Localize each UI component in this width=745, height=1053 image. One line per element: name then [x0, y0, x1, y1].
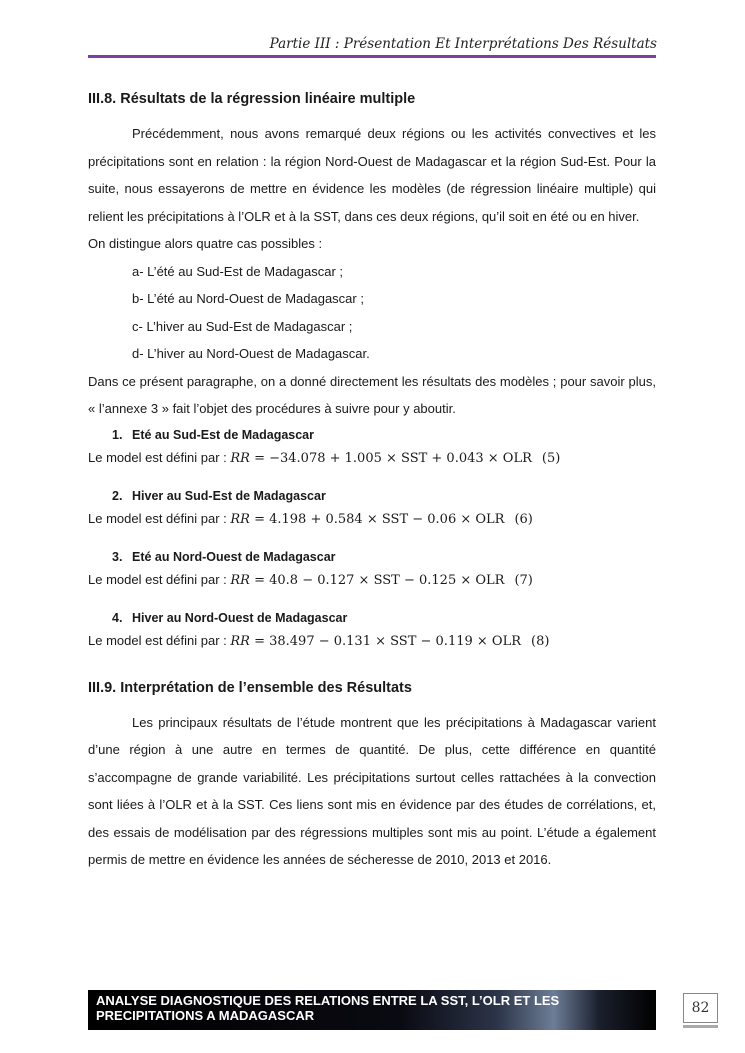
- equation-lhs: RR: [230, 511, 250, 527]
- case-item: a- L’été au Sud-Est de Madagascar ;: [132, 263, 344, 279]
- model-equation-line: [88, 445, 656, 472]
- footer-line-1: ANALYSE DIAGNOSTIQUE DES RELATIONS ENTRE LA SST, L’OLR ET LES: [96, 993, 560, 1008]
- model-equation-line: [88, 567, 656, 594]
- section-heading-3-9: III.9. Interprétation de l’ensemble des Résultats: [88, 679, 412, 696]
- model-heading: [88, 547, 656, 567]
- equation-rhs: = −34.078 + 1.005 × SST + 0.043 × OLR: [249, 450, 532, 466]
- case-item: b- L’été au Nord-Ouest de Madagascar ;: [132, 291, 364, 306]
- model-heading: [88, 425, 656, 445]
- model-block: [88, 486, 656, 533]
- equation-lhs: RR: [230, 633, 250, 649]
- cases-intro: On distingue alors quatre cas possibles :: [88, 236, 323, 251]
- annex-note: Dans ce présent paragraphe, on a donné directement les résultats des modèles ; pour savoir plus, « l’annexe 3 » fait l’objet des procédures à suivre pour y aboutir.: [88, 373, 656, 416]
- header-rule: [88, 55, 656, 58]
- equation: [230, 634, 521, 649]
- model-block: [88, 425, 656, 472]
- equation-rhs: = 4.198 + 0.584 × SST − 0.06 × OLR: [249, 511, 505, 527]
- footer-line-2: PRECIPITATIONS A MADAGASCAR: [96, 1008, 315, 1023]
- model-title: Eté au Sud-Est de Madagascar: [132, 427, 315, 442]
- model-block: [88, 608, 656, 655]
- model-number: 1.: [112, 427, 123, 442]
- page-body: [88, 86, 656, 874]
- interpretation-paragraph: Les principaux résultats de l’étude montrent que les précipitations à Madagascar varient d’une région à une autre en termes de quantité. De plus, cette différence en quantité s’accompagne de grande variabilité. Les précipitations surtout celles rattachées à la convection sont liées à l’OLR et à la SST. Ces liens sont mis en évidence par des études de corrélations, et, des essais de modélisation par des régressions multiples sont mis au point. L’étude a également permis de mettre en évidence les années de sécheresse de 2010, 2013 et 2016.: [88, 714, 656, 867]
- equation: [230, 451, 532, 466]
- intro-paragraph: Précédemment, nous avons remarqué deux régions ou les activités convectives et les précipitations sont en relation : la région Nord-Ouest de Madagascar et la région Sud-Est. Pour la suite, nous essayerons de mettre en évidence les modèles (de régression linéaire multiple) qui relient les précipitations à l’OLR et à la SST, dans ces deux régions, qu’il soit en été ou en hiver.: [88, 126, 656, 224]
- model-number: 4.: [112, 610, 123, 625]
- equation-lhs: RR: [230, 572, 250, 588]
- model-label: Le model est défini par :: [88, 510, 227, 526]
- model-title: Hiver au Sud-Est de Madagascar: [132, 488, 326, 503]
- page-number: 82: [683, 993, 718, 1023]
- model-title: Hiver au Nord-Ouest de Madagascar: [132, 610, 348, 625]
- model-equation-line: [88, 506, 656, 533]
- equation-number: (6): [514, 511, 533, 527]
- equation: [230, 512, 504, 527]
- model-label: Le model est défini par :: [88, 632, 227, 648]
- model-title: Eté au Nord-Ouest de Madagascar: [132, 549, 336, 564]
- equation: [230, 573, 504, 588]
- running-header: Partie III : Présentation Et Interprétations Des Résultats: [269, 36, 657, 52]
- model-label: Le model est défini par :: [88, 571, 227, 587]
- model-heading: [88, 486, 656, 506]
- model-number: 3.: [112, 549, 123, 564]
- footer-banner: [88, 990, 656, 1030]
- model-label: Le model est défini par :: [88, 449, 227, 465]
- section-heading-3-8: III.8. Résultats de la régression linéaire multiple: [88, 91, 416, 107]
- model-equation-line: [88, 628, 656, 655]
- model-block: [88, 547, 656, 594]
- case-item: c- L’hiver au Sud-Est de Madagascar ;: [132, 318, 353, 334]
- model-heading: [88, 608, 656, 628]
- equation-number: (8): [531, 633, 550, 649]
- model-number: 2.: [112, 488, 123, 503]
- equation-rhs: = 40.8 − 0.127 × SST − 0.125 × OLR: [249, 572, 505, 588]
- equation-number: (5): [541, 450, 561, 466]
- equation-number: (7): [514, 572, 533, 588]
- equation-rhs: = 38.497 − 0.131 × SST − 0.119 × OLR: [249, 633, 521, 649]
- equation-lhs: RR: [230, 450, 250, 466]
- case-item: d- L’hiver au Nord-Ouest de Madagascar.: [132, 346, 370, 361]
